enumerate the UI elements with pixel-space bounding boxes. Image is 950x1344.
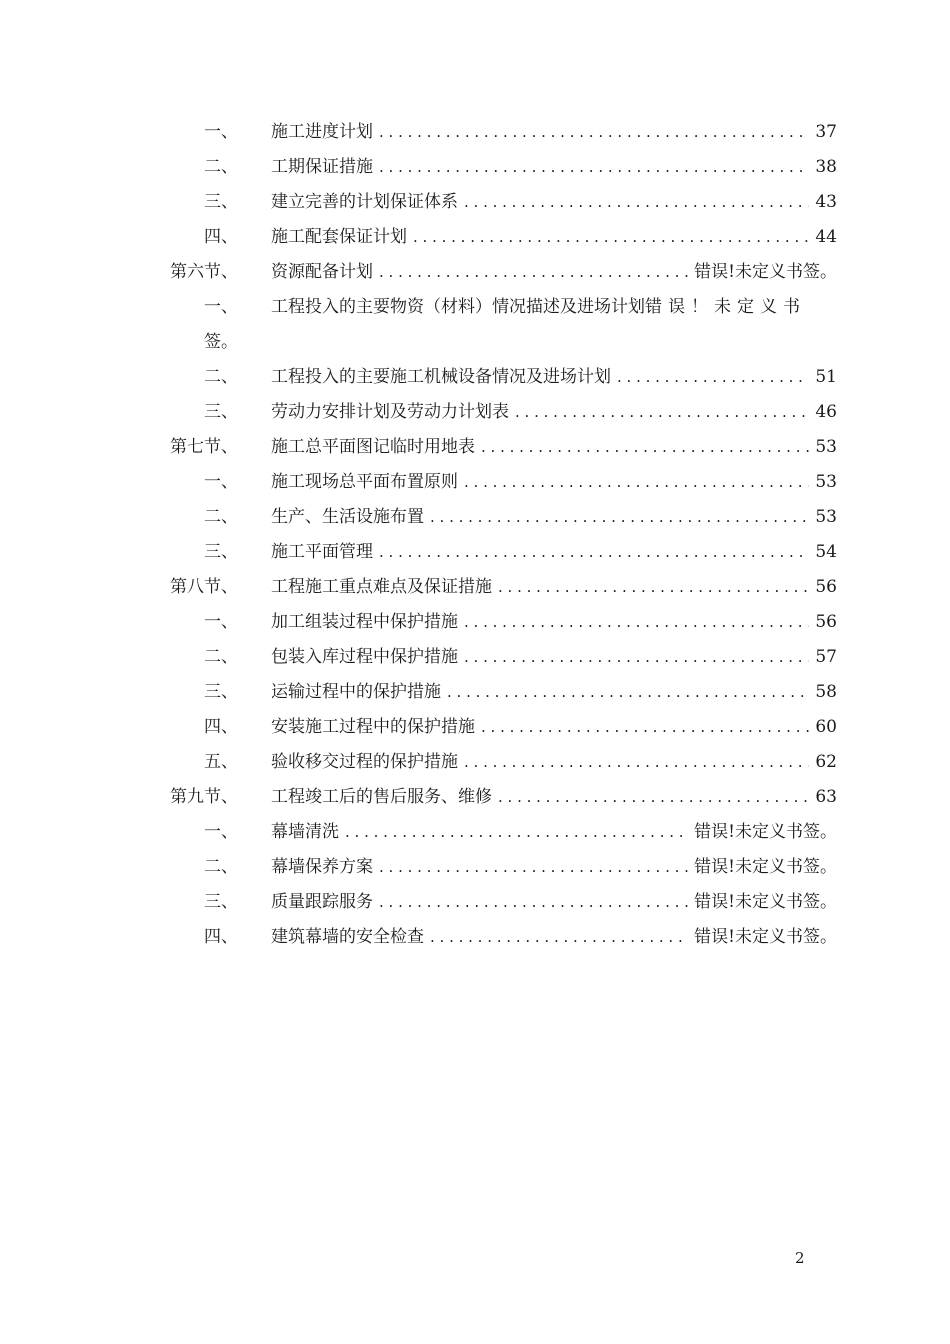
table-of-contents (0, 115, 950, 955)
toc-entry-title: 幕墙清洗 (271, 822, 339, 842)
toc-entry-page: 60 (815, 717, 837, 737)
toc-entry[interactable] (0, 745, 950, 780)
toc-entry-page: 错误！未定义书 (645, 297, 806, 317)
toc-entry-number: 二、 (204, 857, 238, 877)
toc-entry-number: 四、 (204, 227, 238, 247)
toc-entry-page: 53 (815, 437, 837, 457)
dot-leader (464, 640, 809, 675)
dot-leader (481, 710, 809, 745)
toc-entry-title: 建筑幕墙的安全检查 (271, 927, 424, 947)
toc-entry[interactable] (0, 710, 950, 745)
toc-entry-continuation: 签。 (204, 332, 238, 352)
toc-entry-title: 运输过程中的保护措施 (271, 682, 441, 702)
toc-entry[interactable] (0, 885, 950, 920)
toc-entry[interactable] (0, 920, 950, 955)
toc-entry-title: 劳动力安排计划及劳动力计划表 (271, 402, 509, 422)
toc-entry-number: 一、 (204, 822, 238, 842)
toc-entry-number: 三、 (204, 192, 238, 212)
toc-entry-page: 38 (815, 157, 837, 177)
toc-entry-number: 第七节、 (170, 437, 238, 457)
toc-entry-title: 包装入库过程中保护措施 (271, 647, 458, 667)
toc-entry-title: 施工进度计划 (271, 122, 373, 142)
dot-leader (430, 500, 809, 535)
dot-leader (464, 745, 809, 780)
toc-entry-number: 一、 (204, 297, 238, 317)
dot-leader (379, 850, 688, 885)
dot-leader (617, 360, 809, 395)
toc-section-entry[interactable] (0, 255, 950, 290)
toc-entry-title: 生产、生活设施布置 (271, 507, 424, 527)
toc-entry[interactable] (0, 605, 950, 640)
toc-entry-number: 四、 (204, 717, 238, 737)
toc-entry[interactable] (0, 535, 950, 570)
dot-leader (481, 430, 809, 465)
toc-section-entry[interactable] (0, 780, 950, 815)
toc-entry[interactable] (0, 815, 950, 850)
toc-entry-title: 安装施工过程中的保护措施 (271, 717, 475, 737)
toc-entry-title: 验收移交过程的保护措施 (271, 752, 458, 772)
toc-entry-number: 二、 (204, 507, 238, 527)
toc-entry[interactable] (0, 500, 950, 535)
dot-leader (447, 675, 809, 710)
toc-entry-page: 44 (815, 227, 837, 247)
toc-entry-title: 施工现场总平面布置原则 (271, 472, 458, 492)
toc-entry-title: 质量跟踪服务 (271, 892, 373, 912)
toc-entry[interactable] (0, 360, 950, 395)
dot-leader (430, 920, 688, 955)
toc-entry-number: 三、 (204, 542, 238, 562)
toc-entry-title: 工程投入的主要施工机械设备情况及进场计划 (271, 367, 611, 387)
toc-entry-number: 五、 (204, 752, 238, 772)
dot-leader (515, 395, 809, 430)
toc-entry-page: 37 (815, 122, 837, 142)
toc-entry-number: 三、 (204, 892, 238, 912)
toc-entry-number: 二、 (204, 367, 238, 387)
toc-entry-page: 63 (815, 787, 837, 807)
toc-entry[interactable] (0, 850, 950, 885)
toc-entry-page: 46 (815, 402, 837, 422)
toc-entry-title: 工程施工重点难点及保证措施 (271, 577, 492, 597)
page-number: 2 (795, 1249, 805, 1267)
dot-leader (379, 255, 688, 290)
toc-section-entry[interactable] (0, 570, 950, 605)
toc-entry-number: 第八节、 (170, 577, 238, 597)
toc-entry-number: 第六节、 (170, 262, 238, 282)
toc-entry-number: 一、 (204, 472, 238, 492)
toc-entry-number: 第九节、 (170, 787, 238, 807)
toc-entry[interactable] (0, 675, 950, 710)
toc-entry[interactable] (0, 395, 950, 430)
toc-entry-title: 资源配备计划 (271, 262, 373, 282)
toc-entry-page: 错误!未定义书签。 (694, 822, 837, 842)
toc-entry[interactable] (0, 640, 950, 675)
toc-entry-page: 62 (815, 752, 837, 772)
dot-leader (379, 150, 809, 185)
toc-entry-title: 加工组装过程中保护措施 (271, 612, 458, 632)
dot-leader (464, 185, 809, 220)
dot-leader (379, 535, 809, 570)
toc-entry-number: 四、 (204, 927, 238, 947)
dot-leader (464, 605, 809, 640)
dot-leader (379, 885, 688, 920)
dot-leader (379, 115, 809, 150)
toc-entry-page: 错误!未定义书签。 (694, 892, 837, 912)
toc-entry-page: 53 (815, 472, 837, 492)
toc-entry-number: 三、 (204, 402, 238, 422)
dot-leader (464, 465, 809, 500)
toc-entry-number: 一、 (204, 612, 238, 632)
toc-entry[interactable] (0, 185, 950, 220)
toc-entry-page: 58 (815, 682, 837, 702)
toc-entry-page: 56 (815, 612, 837, 632)
toc-entry-title: 施工总平面图记临时用地表 (271, 437, 475, 457)
dot-leader (498, 780, 809, 815)
toc-entry-number: 一、 (204, 122, 238, 142)
dot-leader (345, 815, 688, 850)
toc-entry-page: 54 (815, 542, 837, 562)
toc-entry-page: 错误!未定义书签。 (694, 927, 837, 947)
toc-entry-page: 错误!未定义书签。 (694, 262, 837, 282)
toc-entry[interactable] (0, 115, 950, 150)
toc-entry-title: 施工平面管理 (271, 542, 373, 562)
toc-entry-number: 二、 (204, 157, 238, 177)
toc-entry-number: 二、 (204, 647, 238, 667)
toc-entry-page: 53 (815, 507, 837, 527)
toc-entry-page: 56 (815, 577, 837, 597)
toc-entry-title: 工程竣工后的售后服务、维修 (271, 787, 492, 807)
toc-entry[interactable] (0, 150, 950, 185)
toc-entry-title: 施工配套保证计划 (271, 227, 407, 247)
toc-entry-title: 建立完善的计划保证体系 (271, 192, 458, 212)
toc-entry-page: 43 (815, 192, 837, 212)
toc-entry-page: 51 (815, 367, 837, 387)
toc-entry-title: 幕墙保养方案 (271, 857, 373, 877)
toc-entry-title: 工期保证措施 (271, 157, 373, 177)
toc-entry[interactable] (0, 290, 950, 360)
toc-section-entry[interactable] (0, 430, 950, 465)
toc-entry-title: 工程投入的主要物资（材料）情况描述及进场计划 (271, 297, 645, 317)
toc-entry[interactable] (0, 220, 950, 255)
dot-leader (498, 570, 809, 605)
toc-entry-number: 三、 (204, 682, 238, 702)
toc-entry[interactable] (0, 465, 950, 500)
toc-entry-page: 57 (815, 647, 837, 667)
dot-leader (413, 220, 809, 255)
toc-entry-page: 错误!未定义书签。 (694, 857, 837, 877)
